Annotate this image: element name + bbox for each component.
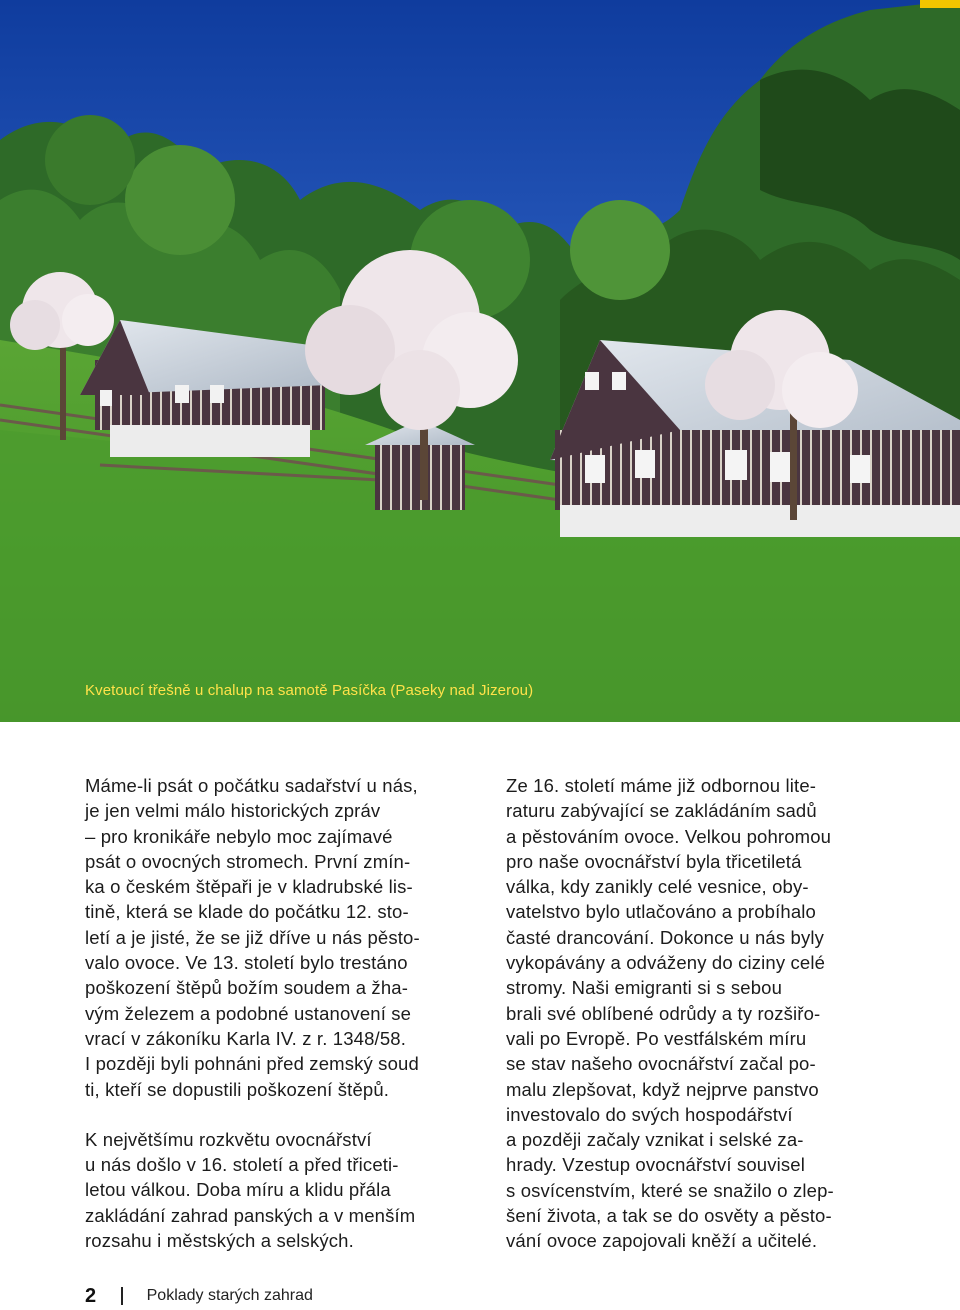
- right-text-column: [506, 773, 906, 1254]
- text-line: letou válkou. Doba míru a klidu přála: [85, 1179, 391, 1201]
- text-line: vání ovoce zapojovali kněží a učitelé.: [506, 1230, 818, 1252]
- text-line: ka o českém štěpaři je v kladrubské lis-: [85, 876, 413, 898]
- text-line: K největšímu rozkvětu ovocnářství: [85, 1128, 372, 1150]
- paragraph-16th-century-boom: [85, 1127, 485, 1253]
- paragraph-thirty-years-war: [506, 773, 906, 1254]
- text-line: rozsahu i městských a selských.: [85, 1230, 354, 1252]
- text-line: zakládání zahrad panských a v menším: [85, 1204, 416, 1226]
- text-line: – pro kronikáře nebylo moc zajímavé: [85, 825, 393, 847]
- text-line: pro naše ovocnářství byla třicetiletá: [506, 850, 802, 872]
- text-line: se stav našeho ovocnářství začal po-: [506, 1053, 816, 1075]
- text-line: ti, kteří se dopustili poškození štěpů.: [85, 1078, 390, 1100]
- text-line: investovalo do svých hospodářství: [506, 1103, 793, 1125]
- text-line: vykopávány a odváženy do ciziny celé: [506, 952, 826, 974]
- text-line: u nás došlo v 16. století a před třiceti-: [85, 1154, 399, 1176]
- page-footer: [85, 1284, 313, 1308]
- text-line: časté drancování. Dokonce u nás byly: [506, 926, 825, 948]
- text-line: vatelstvo bylo utlačováno a probíhalo: [506, 901, 816, 923]
- yellow-corner-mark: [920, 0, 960, 8]
- text-line: psát o ovocných stromech. První zmín-: [85, 850, 411, 872]
- text-line: je jen velmi málo historických zpráv: [85, 800, 381, 822]
- text-line: tině, která se klade do počátku 12. sto-: [85, 901, 409, 923]
- text-line: Máme-li psát o počátku sadařství u nás,: [85, 775, 418, 796]
- text-line: letí a je jisté, že se již dříve u nás pěsto-: [85, 926, 420, 948]
- text-line: a pěstováním ovoce. Velkou pohromou: [506, 825, 832, 847]
- footer-divider: [121, 1287, 123, 1305]
- text-line: vým železem a podobné ustanovení se: [85, 1002, 412, 1024]
- text-line: valo ovoce. Ve 13. století bylo trestáno: [85, 952, 408, 974]
- text-line: malu zlepšovat, když nejprve panstvo: [506, 1078, 819, 1100]
- text-line: vali po Evropě. Po vestfálském míru: [506, 1027, 807, 1049]
- text-line: brali své oblíbené odrůdy a ty rozšiřo-: [506, 1002, 821, 1024]
- text-line: s osvícenstvím, které se snažilo o zlep-: [506, 1179, 834, 1201]
- photo-caption: Kvetoucí třešně u chalup na samotě Pasíčka (Paseky nad Jizerou): [85, 682, 534, 699]
- publication-title: Poklady starých zahrad: [146, 1287, 313, 1304]
- text-line: stromy. Naši emigranti si s sebou: [506, 977, 783, 999]
- text-line: poškození štěpů božím soudem a žha-: [85, 977, 409, 999]
- text-line: vrací v zákoníku Karla IV. z r. 1348/58.: [85, 1027, 407, 1049]
- text-line: hrady. Vzestup ovocnářství souvisel: [506, 1154, 805, 1176]
- text-line: a později začaly vznikat i selské za-: [506, 1129, 804, 1151]
- left-text-column: [85, 773, 485, 1253]
- text-line: I později byli pohnáni před zemský soud: [85, 1053, 419, 1075]
- text-line: raturu zabývající se zakládáním sadů: [506, 800, 817, 822]
- text-line: šení života, a tak se do osvěty a pěsto-: [506, 1205, 832, 1227]
- paragraph-history-beginnings: [85, 773, 485, 1102]
- text-line: válka, kdy zanikly celé vesnice, oby-: [506, 876, 809, 898]
- page-number: 2: [85, 1284, 97, 1307]
- text-line: Ze 16. století máme již odbornou lite-: [506, 775, 817, 796]
